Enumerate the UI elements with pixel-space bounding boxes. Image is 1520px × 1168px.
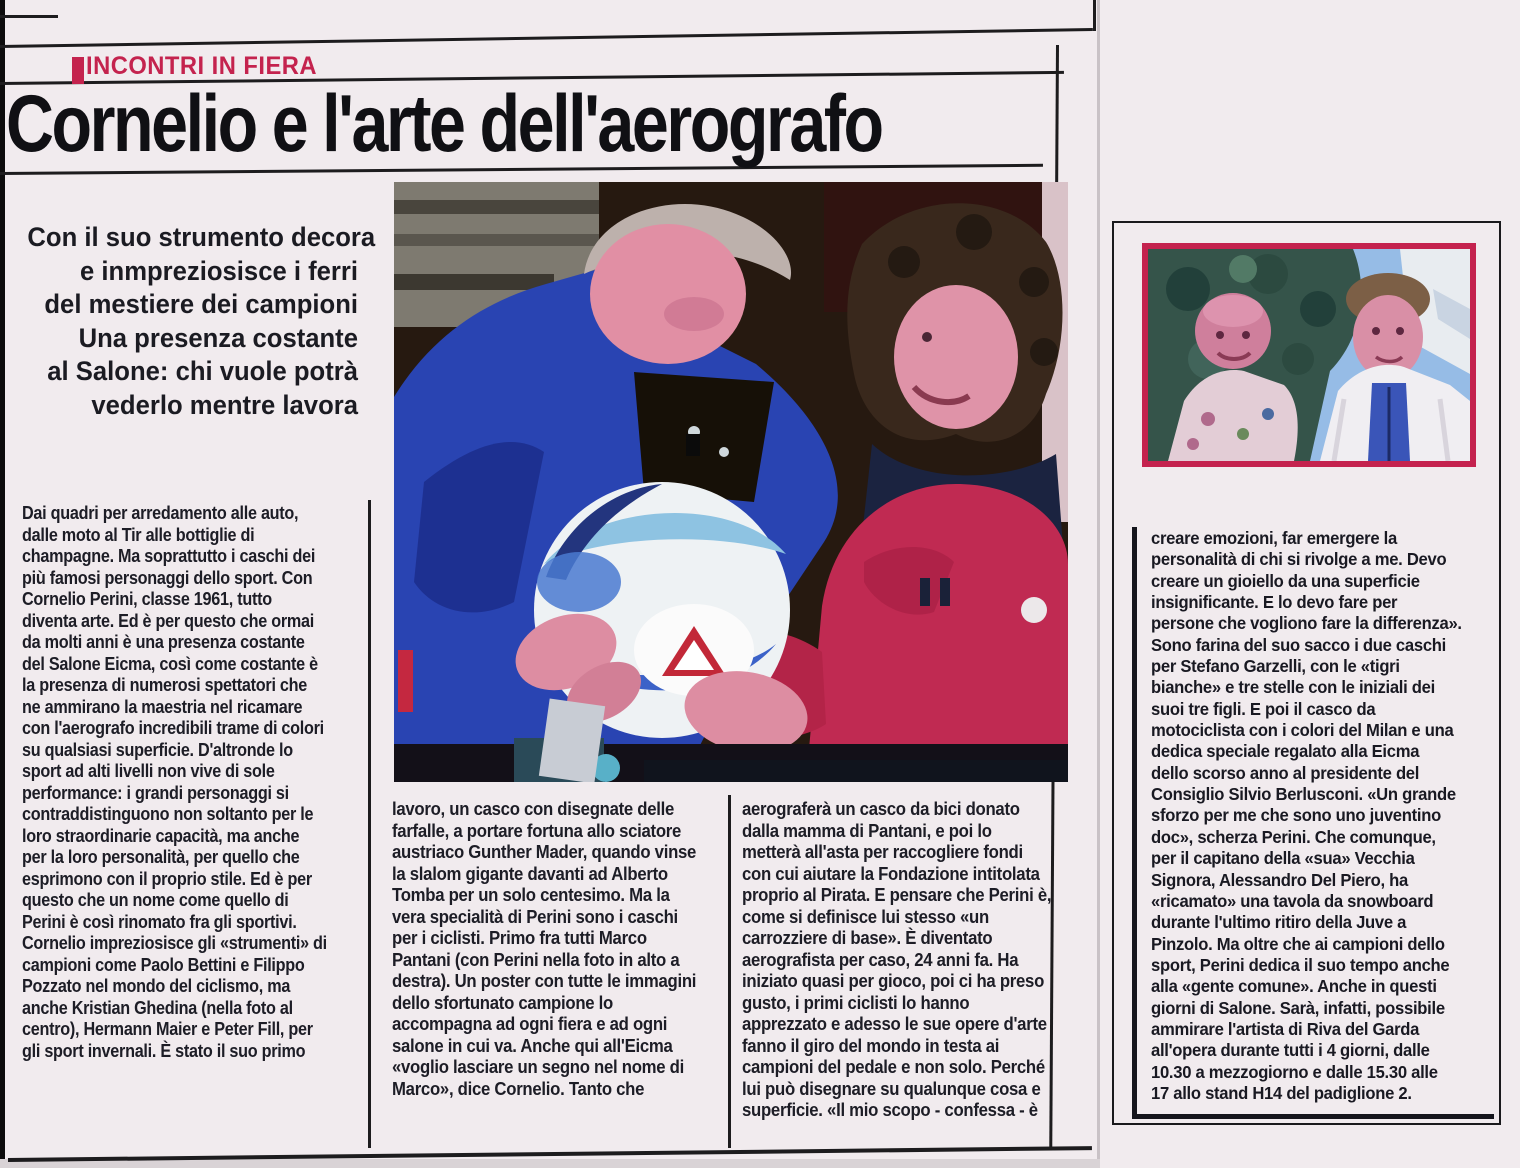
body-column-1: [22, 503, 327, 1062]
text-line: per i ciclisti. Primo fra tutti Marco: [392, 928, 647, 948]
text-line: più famosi personaggi dello sport. Con: [22, 567, 313, 588]
text-line: da molti anni è una presenza costante: [22, 632, 305, 652]
text-line: «ricamato» una tavola da snowboard: [1151, 890, 1434, 911]
text-line: contraddistinguono non soltanto per le: [22, 804, 314, 824]
text-line: Con il suo strumento decora: [27, 222, 376, 252]
text-line: del mestiere dei campioni: [44, 289, 359, 319]
text-line: per Stefano Garzelli, con le «tigri: [1151, 656, 1400, 677]
text-line: e inmpreziosisce i ferri: [80, 255, 359, 286]
text-line: accompagna ad ogni fiera e ad ogni: [392, 1014, 668, 1034]
sidebar-inner-rule-left: [1132, 527, 1137, 1119]
text-line: creare un gioiello da una superficie: [1151, 570, 1420, 591]
text-line: dello sfortunato campione lo: [392, 992, 613, 1013]
column-rule-2: [728, 795, 731, 1148]
text-line: al Salone: chi vuole potrà: [47, 356, 359, 386]
headline: Cornelio e l'arte dell'aerografo: [6, 79, 882, 169]
sidebar-photo: [1142, 243, 1476, 467]
text-line: motociclista con i colori del Milan e una: [1151, 720, 1454, 741]
body-column-2: [392, 799, 696, 1100]
text-line: 17 allo stand H14 del padiglione 2.: [1151, 1082, 1412, 1103]
text-line: dedica speciale regalato alla Eicma: [1151, 741, 1420, 762]
top-corner-rule: [0, 15, 58, 18]
text-line: come si definisce lui stesso «un: [742, 906, 989, 927]
text-line: performance: i grandi personaggi si: [22, 782, 289, 803]
text-line: iniziato quasi per gioco, poi ci ha preso: [742, 971, 1045, 991]
text-line: suoi tre figli. E poi il casco da: [1151, 698, 1376, 719]
text-line: proprio al Pirata. E pensare che Perini è,: [742, 885, 1052, 905]
deck-text: [27, 221, 376, 422]
text-line: Pinzolo. Ma oltre che ai campioni dello: [1151, 933, 1445, 954]
text-line: Perini è così rinomato fra gli sportivi.: [22, 911, 297, 932]
text-line: con cui aiutare la Fondazione intitolata: [742, 863, 1040, 884]
text-line: personalità di chi si rivolge a me. Devo: [1151, 549, 1447, 570]
text-line: per la loro personalità, per quello che: [22, 847, 300, 867]
text-line: con l'aerografo incredibili trame di colori: [22, 718, 324, 738]
text-line: aerograferà un casco da bici donato: [742, 799, 1020, 819]
text-line: destra). Un poster con tutte le immagini: [392, 971, 697, 991]
text-line: lavoro, un casco con disegnate delle: [392, 799, 675, 819]
text-line: bianche» e tre stelle con le iniziali dei: [1151, 677, 1435, 698]
sidebar-inner-rule-bottom: [1132, 1114, 1494, 1119]
text-line: del Salone Eicma, così come costante è: [22, 653, 318, 674]
text-line: ne ammirano la maestria nel ricamare: [22, 696, 303, 717]
main-photo-art: [394, 182, 1068, 782]
text-line: vera specialità di Perini sono i caschi: [392, 906, 678, 927]
text-line: Marco», dice Cornelio. Tanto che: [392, 1078, 645, 1099]
sidebar-box: [1112, 221, 1501, 1125]
sidebar-text: [1151, 528, 1479, 1104]
text-line: aerografista per caso, 24 anni fa. Ha: [742, 949, 1019, 970]
text-line: fanno il giro del mondo in testa ai: [742, 1035, 1000, 1056]
column-rule-1: [368, 500, 371, 1148]
text-line: austriaco Gunther Mader, quando vinse: [392, 842, 697, 862]
text-line: Sono farina del suo sacco i due caschi: [1151, 634, 1446, 655]
text-line: «voglio lasciare un segno nel nome di: [392, 1057, 685, 1077]
text-line: sport ad alti livelli non vive di sole: [22, 761, 275, 781]
kicker-label: INCONTRI IN FIERA: [86, 52, 318, 80]
text-line: questo che un nome come quello di: [22, 890, 289, 910]
text-line: campioni del pedale e non solo. Perché: [742, 1057, 1045, 1077]
scan-bottom-shadow: [0, 1159, 1100, 1168]
text-line: alla «gente comune». Anche in questi: [1151, 976, 1437, 997]
text-line: Consiglio Silvio Berlusconi. «Un grande: [1151, 784, 1456, 805]
text-line: Una presenza costante: [78, 322, 359, 353]
text-line: la slalom gigante davanti ad Alberto: [392, 863, 668, 884]
text-line: per il capitano della «sua» Vecchia: [1151, 848, 1415, 869]
text-line: diventa arte. Ed è per questo che ormai: [22, 610, 314, 631]
text-line: carrozziere di base». È diventato: [742, 928, 993, 948]
body-column-3: [742, 799, 1051, 1122]
text-line: Cornelio Perini, classe 1961, tutto: [22, 589, 272, 609]
text-line: dello scorso anno al presidente del: [1151, 762, 1420, 783]
text-line: sforzo per me che sono uno juventino: [1151, 805, 1441, 826]
text-line: la presenza di numerosi spettatori che: [22, 675, 308, 695]
text-line: Tomba per un solo centesimo. Ma la: [392, 885, 670, 905]
text-line: sport, Perini dedica il suo tempo anche: [1151, 954, 1450, 975]
sidebar-photo-art: [1148, 249, 1470, 461]
main-photo: [394, 182, 1068, 782]
text-line: Signora, Alessandro Del Piero, ha: [1151, 869, 1408, 890]
text-line: esprimono con il proprio stile. Ed è per: [22, 868, 312, 889]
text-line: insignificante. E lo devo fare per: [1151, 592, 1398, 613]
text-line: ammirare l'artista di Riva del Garda: [1151, 1018, 1420, 1039]
text-line: apprezzato e adesso le sue opere d'arte: [742, 1014, 1047, 1034]
text-line: durante l'ultimo ritiro della Juve a: [1151, 912, 1407, 933]
text-line: gusto, i primi ciclisti lo hanno: [742, 992, 970, 1013]
header-rule-top: [0, 28, 1093, 48]
text-line: su qualsiasi superficie. D'altronde lo: [22, 739, 293, 760]
text-line: Pozzato nel mondo del ciclismo, ma: [22, 976, 291, 996]
text-line: metterà all'asta per raccogliere fondi: [742, 842, 1023, 862]
text-line: loro straordinarie capacità, ma anche: [22, 825, 300, 846]
text-line: vederlo mentre lavora: [91, 389, 358, 420]
text-line: Cornelio impreziosisce gli «strumenti» di: [22, 933, 327, 953]
text-line: lui può disegnare su qualunque cosa e: [742, 1078, 1041, 1099]
clipping-right-fold: [1097, 0, 1100, 1168]
text-line: campioni come Paolo Bettini e Filippo: [22, 954, 305, 975]
text-line: Dai quadri per arredamento alle auto,: [22, 503, 299, 523]
text-line: creare emozioni, far emergere la: [1151, 528, 1397, 548]
text-line: all'opera durante tutti i 4 giorni, dalle: [1151, 1040, 1430, 1061]
scan-edge-left: [0, 0, 5, 1168]
text-line: anche Kristian Ghedina (nella foto al: [22, 997, 293, 1018]
text-line: salone in cui va. Anche qui all'Eicma: [392, 1035, 673, 1056]
text-line: dalle moto al Tir alle bottiglie di: [22, 524, 255, 545]
text-line: dalla mamma di Pantani, e poi lo: [742, 820, 992, 841]
text-line: 10.30 a mezzogiorno e dalle 15.30 alle: [1151, 1061, 1438, 1082]
text-line: Pantani (con Perini nella foto in alto a: [392, 949, 680, 970]
text-line: champagne. Ma soprattutto i caschi dei: [22, 546, 316, 566]
text-line: giorni di Salone. Sarà, infatti, possibile: [1151, 997, 1445, 1018]
text-line: gli sport invernali. È stato il suo primo: [22, 1040, 306, 1061]
page-edge-vertical: [1093, 0, 1096, 31]
text-line: farfalle, a portare fortuna allo sciatore: [392, 820, 682, 841]
text-line: persone che vogliono fare la differenza».: [1151, 613, 1462, 634]
text-line: doc», scherza Perini. Che comunque,: [1151, 826, 1436, 847]
text-line: superficie. «Il mio scopo - confessa - è: [742, 1100, 1038, 1120]
text-line: centro), Hermann Maier e Peter Fill, per: [22, 1019, 313, 1039]
